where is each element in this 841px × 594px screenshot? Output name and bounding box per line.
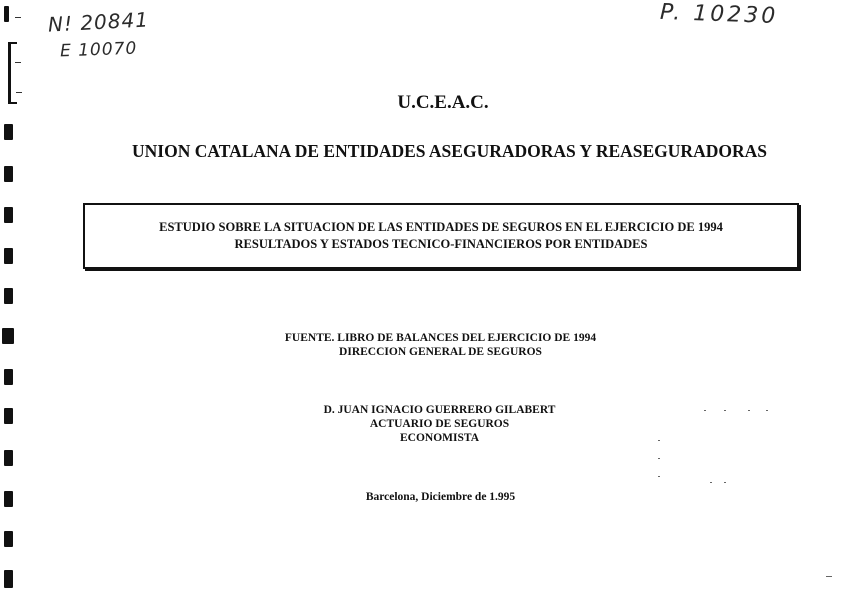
source-block — [0, 331, 841, 359]
study-title-box — [83, 203, 799, 269]
source-line: DIRECCION GENERAL DE SEGUROS — [339, 346, 542, 358]
scan-speck — [704, 410, 706, 411]
binding-mark — [4, 450, 13, 466]
author-title: ACTUARIO DE SEGUROS — [369, 418, 510, 430]
binding-mark — [4, 531, 13, 547]
handwritten-note: P. 10230 — [659, 0, 779, 30]
binding-mark — [4, 248, 13, 264]
organization-name: UNION CATALANA DE ENTIDADES ASEGURADORAS Y REASEGURADORAS — [132, 141, 767, 161]
study-title-line: ESTUDIO SOBRE LA SITUACION DE LAS ENTIDADES DE SEGUROS EN EL EJERCICIO DE 1994 — [159, 220, 723, 234]
source-line: FUENTE. LIBRO DE BALANCES DEL EJERCICIO DE 1994 — [284, 332, 597, 344]
scan-speck — [724, 482, 726, 483]
binding-mark — [4, 570, 13, 588]
scan-speck — [724, 410, 726, 411]
scan-speck — [658, 458, 660, 459]
binding-mark — [4, 124, 13, 140]
scan-speck — [658, 476, 660, 477]
binding-tick — [15, 17, 21, 18]
binding-mark — [4, 6, 9, 22]
scan-speck — [766, 410, 768, 411]
handwritten-note: N! 20841 — [47, 7, 150, 37]
binding-mark — [4, 369, 13, 385]
author-name: D. JUAN IGNACIO GUERRERO GILABERT — [323, 404, 556, 416]
binding-tick — [15, 62, 21, 63]
author-title: ECONOMISTA — [399, 432, 480, 444]
scan-speck — [658, 440, 660, 441]
handwritten-note: E 10070 — [59, 38, 138, 62]
binding-mark — [4, 166, 13, 182]
scan-speck — [826, 576, 832, 577]
organization-acronym: U.C.E.A.C. — [397, 92, 489, 113]
binding-mark — [4, 288, 13, 304]
author-block — [0, 403, 841, 445]
binding-mark — [4, 207, 13, 223]
scan-speck — [710, 482, 712, 483]
study-subtitle-line: RESULTADOS Y ESTADOS TECNICO-FINANCIEROS POR ENTIDADES — [234, 237, 648, 251]
scan-speck — [748, 410, 750, 411]
dateline: Barcelona, Diciembre de 1.995 — [365, 491, 516, 503]
